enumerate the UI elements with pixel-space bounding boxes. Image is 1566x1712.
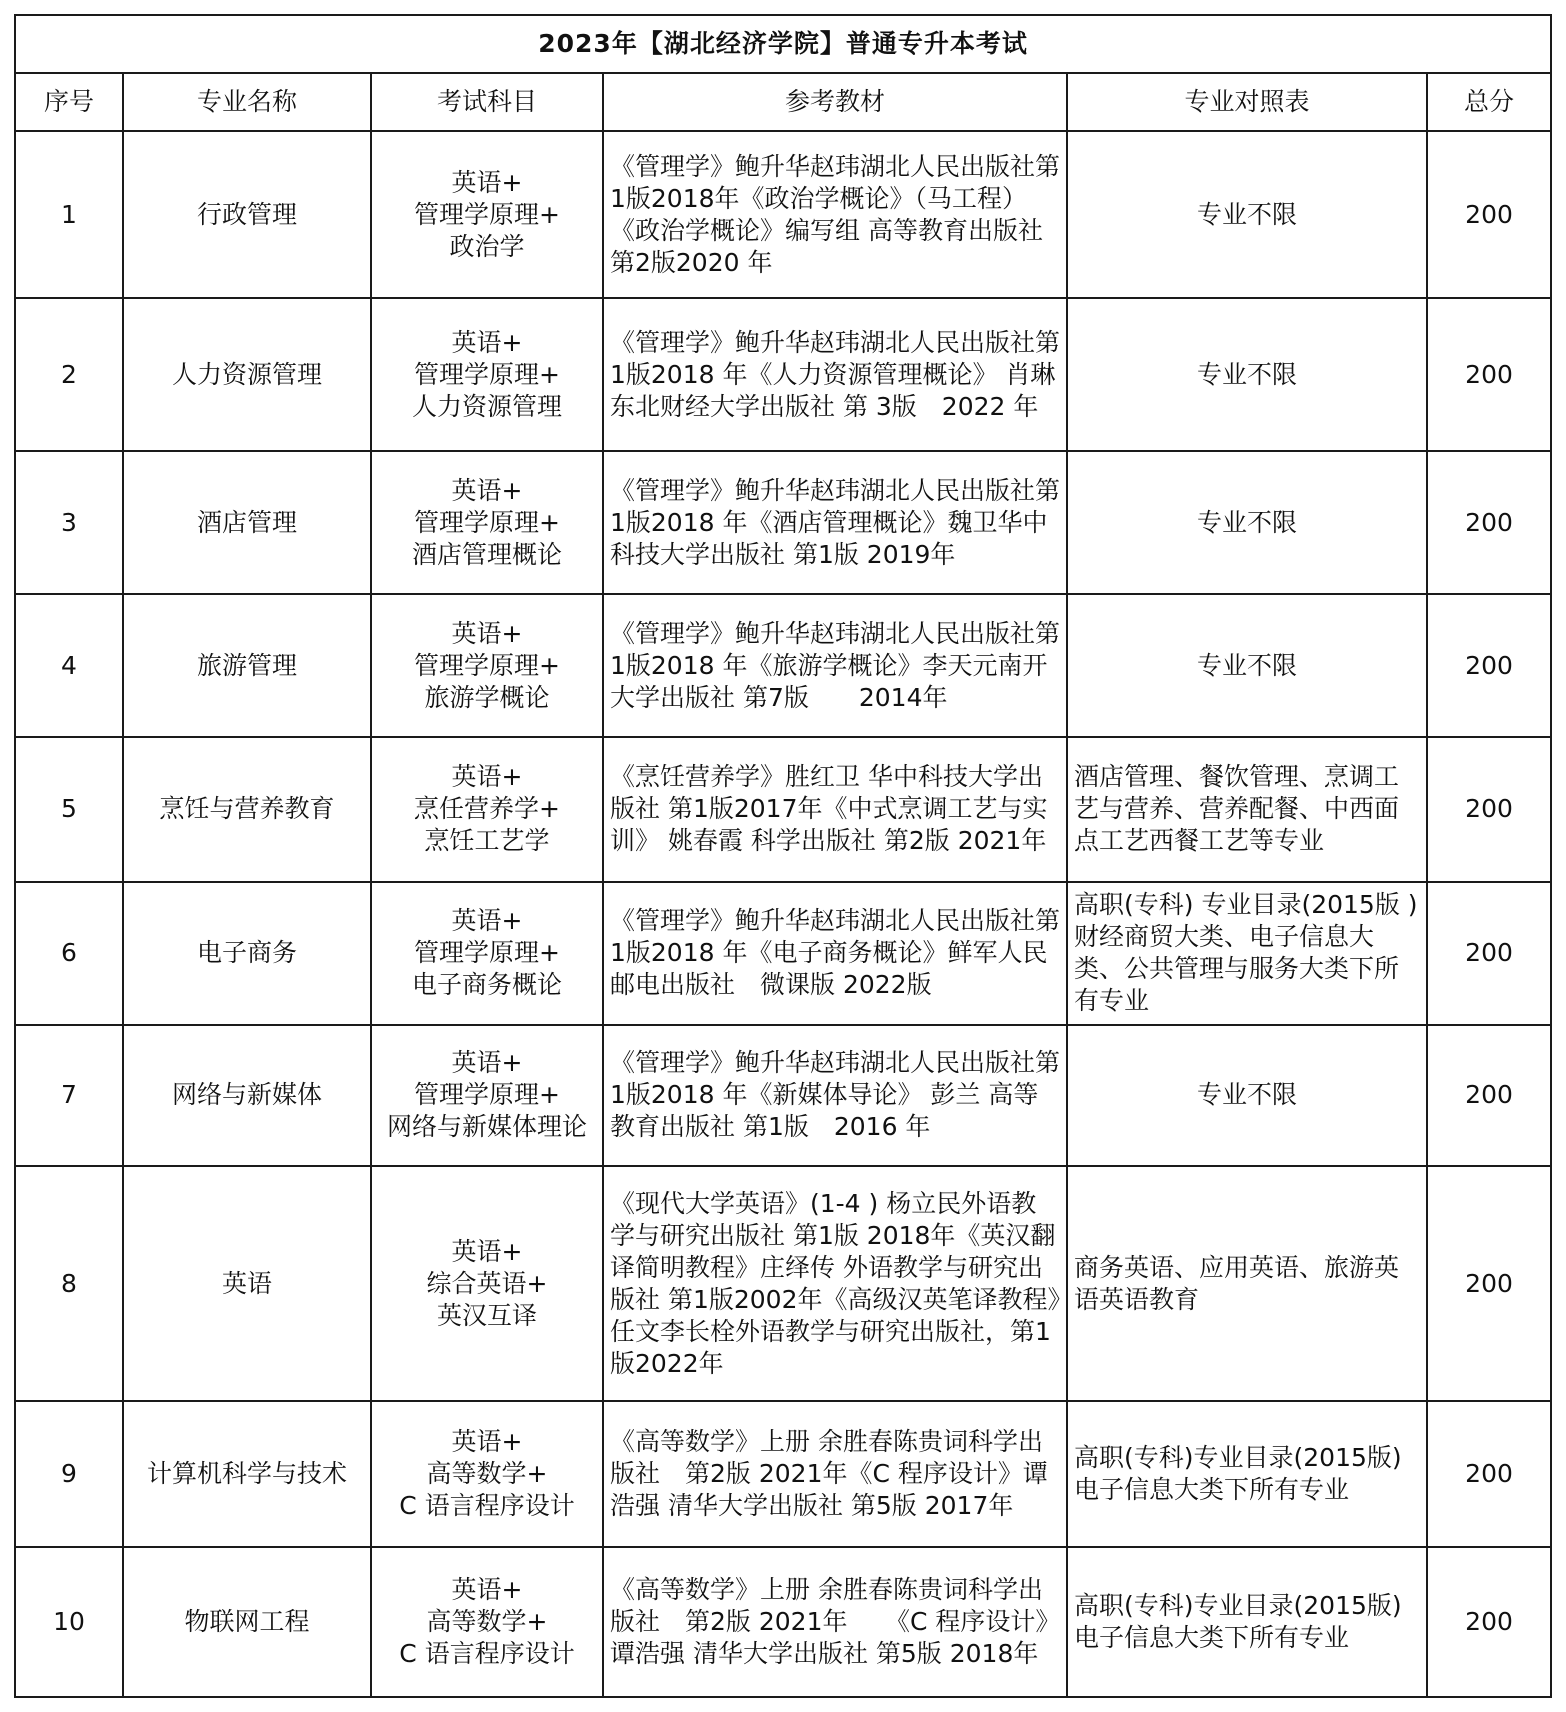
cell-index: 7 <box>15 1025 123 1167</box>
cell-textbooks: 《管理学》鲍升华赵玮湖北人民出版社第1版2018 年《酒店管理概论》魏卫华中科技大学出版社 第1版 2019年 <box>603 451 1067 594</box>
cell-index: 6 <box>15 882 123 1025</box>
cell-major: 旅游管理 <box>123 594 371 737</box>
cell-subjects <box>371 737 603 881</box>
cell-total: 200 <box>1427 594 1551 737</box>
cell-mapping: 酒店管理、餐饮管理、烹调工艺与营养、营养配餐、中西面点工艺西餐工艺等专业 <box>1067 737 1427 881</box>
table-row <box>15 131 1551 298</box>
cell-index: 9 <box>15 1401 123 1547</box>
cell-index: 3 <box>15 451 123 594</box>
subject-line: 英语+ <box>451 906 523 935</box>
cell-index: 4 <box>15 594 123 737</box>
cell-total: 200 <box>1427 1547 1551 1697</box>
table-row <box>15 298 1551 451</box>
subject-line: 政治学 <box>449 231 525 261</box>
cell-total: 200 <box>1427 737 1551 881</box>
cell-index: 5 <box>15 737 123 881</box>
cell-major: 酒店管理 <box>123 451 371 594</box>
cell-mapping: 专业不限 <box>1067 131 1427 298</box>
cell-index: 1 <box>15 131 123 298</box>
cell-textbooks: 《管理学》鲍升华赵玮湖北人民出版社第1版2018 年《新媒体导论》 彭兰 高等教育出版社 第1版 2016 年 <box>603 1025 1067 1167</box>
cell-mapping: 高职(专科)专业目录(2015版)电子信息大类下所有专业 <box>1067 1401 1427 1547</box>
subject-line: 英语+ <box>451 1426 523 1456</box>
subject-line: 烹任营养学+ <box>414 794 560 824</box>
cell-total: 200 <box>1427 882 1551 1025</box>
cell-mapping: 专业不限 <box>1067 1025 1427 1167</box>
subject-line: 网络与新媒体理论 <box>386 1112 587 1142</box>
cell-textbooks: 《高等数学》上册 余胜春陈贵词科学出版社 第2版 2021年《C 程序设计》谭浩强 清华大学出版社 第5版 2017年 <box>603 1401 1067 1547</box>
subject-line: 综合英语+ <box>426 1268 548 1298</box>
subject-line: 英语+ <box>451 618 523 648</box>
cell-major: 网络与新媒体 <box>123 1025 371 1167</box>
subject-line: 酒店管理概论 <box>411 539 562 569</box>
subject-line: 英语+ <box>451 167 523 197</box>
header-index: 序号 <box>15 73 123 131</box>
cell-total: 200 <box>1427 1401 1551 1547</box>
table-row <box>15 1025 1551 1167</box>
subject-line: 英语+ <box>451 1574 523 1604</box>
cell-index: 2 <box>15 298 123 451</box>
cell-subjects <box>371 594 603 737</box>
table-body <box>15 131 1551 1697</box>
cell-textbooks: 《管理学》鲍升华赵玮湖北人民出版社第1版2018 年《电子商务概论》鲜军人民邮电出版社 微课版 2022版 <box>603 882 1067 1025</box>
header-subjects: 考试科目 <box>371 73 603 131</box>
subject-line: 管理学原理+ <box>414 199 560 229</box>
cell-index: 10 <box>15 1547 123 1697</box>
cell-mapping: 商务英语、应用英语、旅游英语英语教育 <box>1067 1166 1427 1400</box>
cell-subjects <box>371 298 603 451</box>
table-row <box>15 594 1551 737</box>
cell-major: 英语 <box>123 1166 371 1400</box>
table-row <box>15 1166 1551 1400</box>
cell-textbooks: 《烹饪营养学》胜红卫 华中科技大学出版社 第1版2017年《中式烹调工艺与实训》 姚春霞 科学出版社 第2版 2021年 <box>603 737 1067 881</box>
cell-mapping: 专业不限 <box>1067 298 1427 451</box>
cell-total: 200 <box>1427 298 1551 451</box>
subject-line: 英语+ <box>451 327 523 357</box>
cell-subjects <box>371 451 603 594</box>
cell-total: 200 <box>1427 131 1551 298</box>
subject-line: 高等数学+ <box>426 1458 548 1488</box>
cell-subjects <box>371 131 603 298</box>
header-total: 总分 <box>1427 73 1551 131</box>
cell-mapping: 专业不限 <box>1067 594 1427 737</box>
subject-line: 旅游学概论 <box>424 682 550 712</box>
cell-textbooks: 《现代大学英语》(1-4 ) 杨立民外语教学与研究出版社 第1版 2018年《英汉翻译简明教程》庄绎传 外语教学与研究出版社 第1版2002年《高级汉英笔译教程》任文李长栓外语教学与研究出版社，第1版2022年 <box>603 1166 1067 1400</box>
subject-line: 烹饪工艺学 <box>424 826 550 856</box>
cell-major: 电子商务 <box>123 882 371 1025</box>
subject-line: 英语+ <box>451 762 523 792</box>
cell-textbooks: 《管理学》鲍升华赵玮湖北人民出版社第1版2018 年《人力资源管理概论》 肖琳 东北财经大学出版社 第 3版 2022 年 <box>603 298 1067 451</box>
cell-subjects <box>371 1547 603 1697</box>
subject-line: 管理学原理+ <box>414 650 560 680</box>
subject-line: C 语言程序设计 <box>399 1638 575 1668</box>
subject-line: C 语言程序设计 <box>399 1490 575 1520</box>
cell-subjects <box>371 1401 603 1547</box>
cell-major: 烹饪与营养教育 <box>123 737 371 881</box>
cell-mapping: 高职(专科) 专业目录(2015版 )财经商贸大类、电子信息大类、公共管理与服务大类下所有专业 <box>1067 882 1427 1025</box>
cell-textbooks: 《管理学》鲍升华赵玮湖北人民出版社第1版2018年《政治学概论》（马工程）《政治学概论》编写组 高等教育出版社 第2版2020 年 <box>603 131 1067 298</box>
subject-line: 电子商务概论 <box>411 970 562 999</box>
cell-subjects <box>371 882 603 1025</box>
subject-line: 管理学原理+ <box>414 359 560 389</box>
subject-line: 管理学原理+ <box>414 1080 560 1110</box>
subject-line: 英语+ <box>451 475 523 505</box>
header-row <box>15 73 1551 131</box>
table-row <box>15 1547 1551 1697</box>
subject-line: 高等数学+ <box>426 1606 548 1636</box>
cell-total: 200 <box>1427 1025 1551 1167</box>
cell-major: 行政管理 <box>123 131 371 298</box>
table-title: 2023年【湖北经济学院】普通专升本考试 <box>15 15 1551 73</box>
subject-line: 管理学原理+ <box>414 507 560 537</box>
exam-table <box>14 14 1552 1698</box>
table-row <box>15 737 1551 881</box>
cell-subjects <box>371 1025 603 1167</box>
table-row <box>15 882 1551 1025</box>
cell-major: 人力资源管理 <box>123 298 371 451</box>
cell-mapping: 专业不限 <box>1067 451 1427 594</box>
cell-mapping: 高职(专科)专业目录(2015版)电子信息大类下所有专业 <box>1067 1547 1427 1697</box>
cell-total: 200 <box>1427 1166 1551 1400</box>
table-row <box>15 1401 1551 1547</box>
subject-line: 英语+ <box>451 1236 523 1266</box>
subject-line: 管理学原理+ <box>414 938 560 967</box>
cell-major: 计算机科学与技术 <box>123 1401 371 1547</box>
cell-total: 200 <box>1427 451 1551 594</box>
subject-line: 英语+ <box>451 1048 523 1078</box>
cell-textbooks: 《管理学》鲍升华赵玮湖北人民出版社第1版2018 年《旅游学概论》李天元南开大学出版社 第7版 2014年 <box>603 594 1067 737</box>
header-major: 专业名称 <box>123 73 371 131</box>
subject-line: 人力资源管理 <box>411 391 562 421</box>
cell-subjects <box>371 1166 603 1400</box>
header-mapping: 专业对照表 <box>1067 73 1427 131</box>
cell-index: 8 <box>15 1166 123 1400</box>
header-textbooks: 参考教材 <box>603 73 1067 131</box>
subject-line: 英汉互译 <box>436 1300 537 1330</box>
cell-textbooks: 《高等数学》上册 余胜春陈贵词科学出版社 第2版 2021年 《C 程序设计》谭浩强 清华大学出版社 第5版 2018年 <box>603 1547 1067 1697</box>
cell-major: 物联网工程 <box>123 1547 371 1697</box>
table-row <box>15 451 1551 594</box>
